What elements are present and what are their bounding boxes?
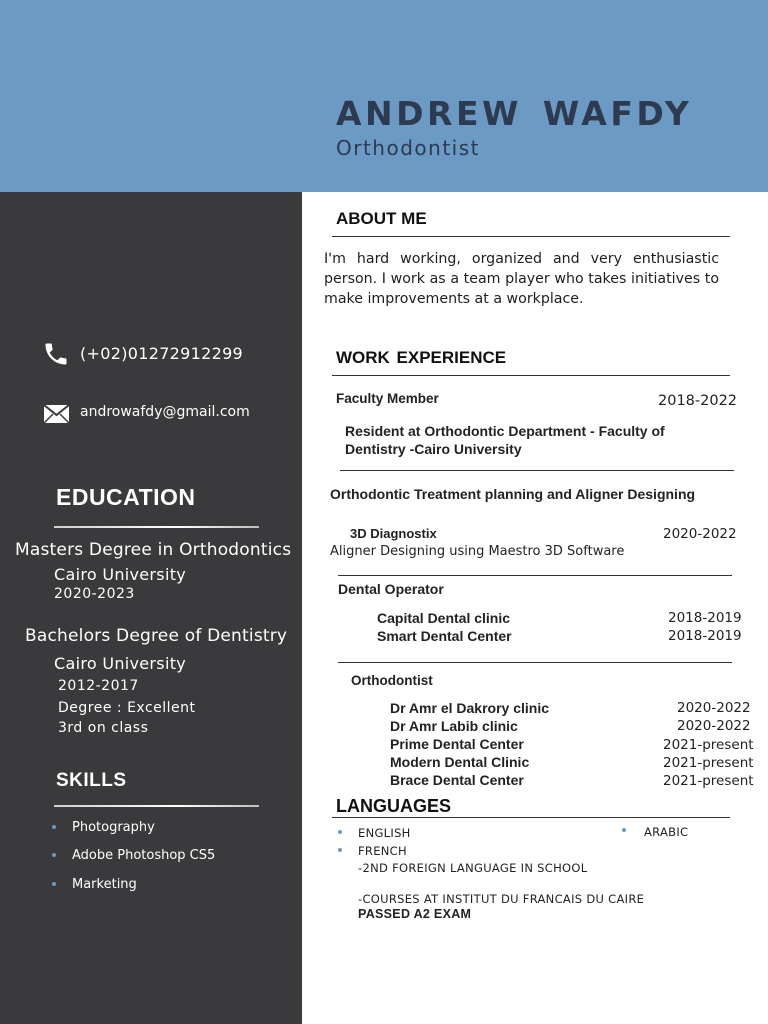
education-school-bachelors: Cairo University	[54, 654, 187, 673]
sidebar	[0, 192, 302, 1024]
candidate-title: Orthodontist	[336, 136, 480, 160]
skill-item: Marketing	[52, 877, 137, 892]
french-note: -2ND FOREIGN LANGUAGE IN SCHOOL	[358, 861, 588, 875]
languages-divider	[332, 817, 730, 818]
job-detail-aligner: Aligner Designing using Maestro 3D Software	[330, 544, 625, 559]
language-arabic: ARABIC	[644, 825, 689, 839]
workplace-years: 2018-2019	[668, 610, 742, 626]
workplace-name: Prime Dental Center	[390, 736, 524, 752]
job-divider	[338, 662, 732, 663]
education-heading: EDUCATION	[56, 484, 196, 510]
job-detail-faculty-1: Resident at Orthodontic Department - Faculty of	[345, 423, 665, 439]
bullet-icon	[52, 882, 56, 886]
about-text: I'm hard working, organized and very enthusiastic person. I work as a team player who takes initiatives to make improvements at a workplace.	[324, 251, 719, 307]
education-years-bachelors: 2012-2017	[58, 678, 139, 694]
phone-icon	[42, 340, 70, 368]
bullet-icon	[338, 830, 342, 834]
french-note: -COURSES AT INSTITUT DU FRANCAIS DU CAIRE	[358, 892, 645, 906]
job-role-orthodontist: Orthodontist	[351, 673, 433, 688]
job-detail-faculty-2: Dentistry -Cairo University	[345, 441, 522, 457]
about-divider	[332, 236, 730, 237]
education-grade: Degree : Excellent	[58, 700, 196, 716]
bullet-icon	[338, 848, 342, 852]
job-role-aligner: Orthodontic Treatment planning and Aligner Designing	[330, 486, 696, 502]
bullet-icon	[52, 825, 56, 829]
workplace-years: 2018-2019	[668, 628, 742, 644]
job-company-3d-diagnostix: 3D Diagnostix	[350, 526, 437, 541]
language-french: FRENCH	[358, 844, 407, 858]
email-icon	[44, 405, 69, 423]
education-school-masters: Cairo University	[54, 565, 187, 584]
experience-heading: WORK EXPERIENCE	[336, 348, 507, 367]
job-role-operator: Dental Operator	[338, 581, 444, 597]
education-degree-bachelors: Bachelors Degree of Dentistry	[25, 626, 288, 646]
languages-heading: LANGUAGES	[336, 796, 452, 816]
workplace-name: Modern Dental Clinic	[390, 754, 530, 770]
workplace-name: Capital Dental clinic	[377, 610, 511, 626]
workplace-name: Smart Dental Center	[377, 628, 512, 644]
workplace-name: Dr Amr el Dakrory clinic	[390, 700, 549, 716]
about-heading: ABOUT ME	[336, 209, 427, 228]
bullet-icon	[622, 828, 626, 832]
skills-divider	[54, 805, 259, 807]
workplace-years: 2021-present	[663, 773, 754, 789]
experience-divider	[332, 375, 730, 376]
workplace-name: Dr Amr Labib clinic	[390, 718, 518, 734]
workplace-years: 2020-2022	[677, 700, 751, 716]
email-address[interactable]: androwafdy@gmail.com	[80, 404, 250, 420]
language-english: ENGLISH	[358, 826, 411, 840]
bullet-icon	[52, 853, 56, 857]
candidate-name: ANDREW WAFDY	[336, 94, 693, 133]
job-years-faculty: 2018-2022	[658, 393, 738, 409]
workplace-years: 2020-2022	[677, 718, 751, 734]
job-years-aligner: 2020-2022	[663, 526, 737, 542]
education-divider	[54, 526, 259, 528]
job-divider	[338, 575, 732, 576]
phone-number[interactable]: (+02)01272912299	[80, 344, 244, 363]
education-degree-masters: Masters Degree in Orthodontics	[15, 540, 292, 560]
skill-item: Adobe Photoshop CS5	[52, 848, 215, 863]
french-exam: PASSED A2 EXAM	[358, 907, 472, 921]
skills-heading: SKILLS	[56, 770, 127, 791]
job-role-faculty: Faculty Member	[336, 391, 439, 406]
job-divider	[340, 470, 734, 471]
skill-item: Photography	[52, 820, 155, 835]
education-rank: 3rd on class	[58, 720, 149, 736]
education-years-masters: 2020-2023	[54, 586, 135, 602]
workplace-name: Brace Dental Center	[390, 772, 524, 788]
workplace-years: 2021-present	[663, 737, 754, 753]
workplace-years: 2021-present	[663, 755, 754, 771]
